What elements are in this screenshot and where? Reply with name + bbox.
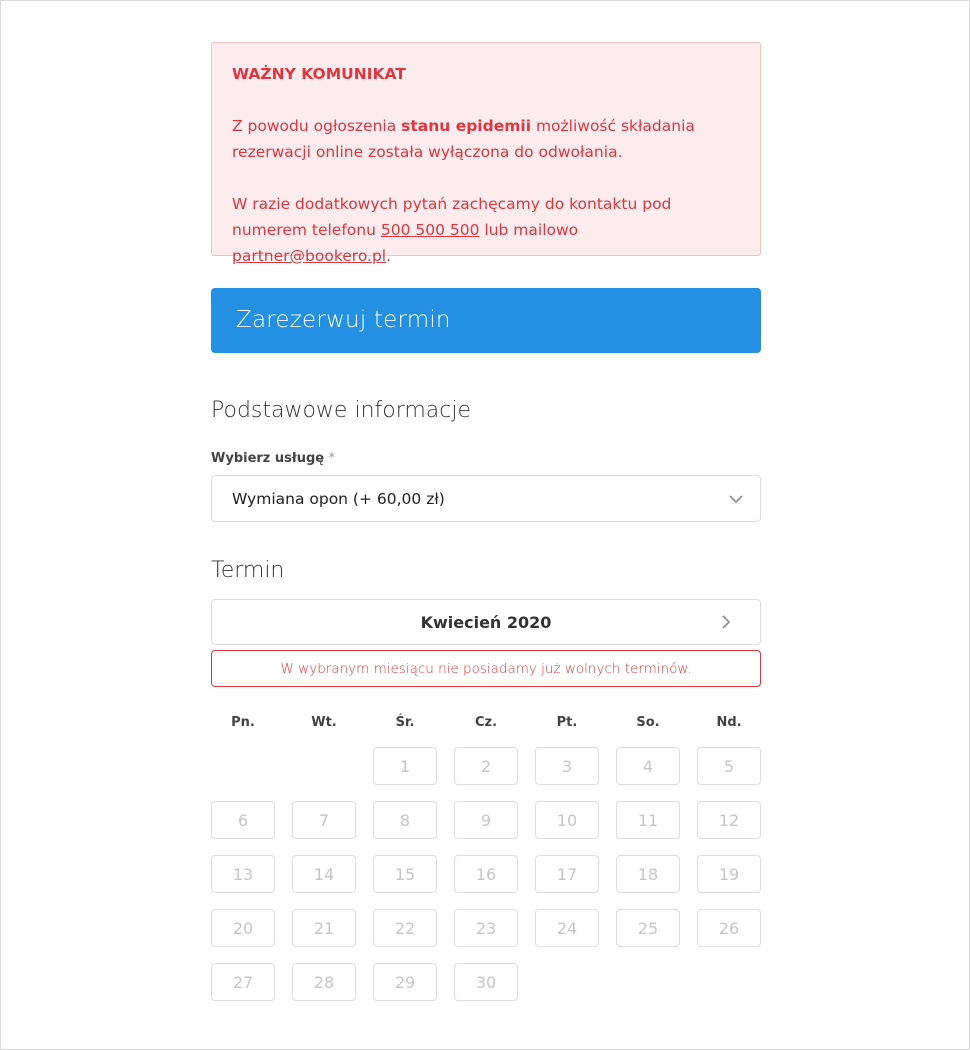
notice-text: Z powodu ogłoszenia [232,117,402,135]
weekday-label: Pt. [556,715,578,730]
calendar-day: 2 [454,747,518,785]
calendar-day: 12 [697,801,761,839]
weekday-header [211,715,761,730]
calendar-day: 18 [616,855,680,893]
calendar-day: 19 [697,855,761,893]
calendar-day: 22 [373,909,437,947]
calendar-grid [211,747,761,1001]
calendar-empty-cell [292,747,356,785]
notice-paragraph-1 [232,113,741,165]
calendar-day: 5 [697,747,761,785]
required-asterisk: * [328,451,336,466]
notice-text: W razie dodatkowych pytań zachęcamy do kontaktu pod numerem telefonu [232,195,672,239]
booking-widget [211,42,761,1001]
calendar-day: 27 [211,963,275,1001]
calendar-day: 6 [211,801,275,839]
basic-info-heading: Podstawowe informacje [211,398,472,423]
calendar-day: 16 [454,855,518,893]
notice-text: lub mailowo [479,221,579,239]
phone-link[interactable]: 500 500 500 [380,221,480,239]
booking-header: Zarezerwuj termin [211,288,761,353]
calendar-day: 20 [211,909,275,947]
service-label-text: Wybierz usługę [211,451,325,466]
chevron-down-icon [728,491,744,507]
calendar-day: 15 [373,855,437,893]
calendar-day: 14 [292,855,356,893]
notice-emphasis: stanu epidemii [401,117,532,135]
calendar-day: 3 [535,747,599,785]
calendar-empty-cell [211,747,275,785]
notice-text: . [386,247,392,265]
important-notice [211,42,761,265]
calendar-day: 4 [616,747,680,785]
calendar-day: 17 [535,855,599,893]
month-navigator [211,599,761,645]
calendar-day: 25 [616,909,680,947]
calendar-day: 10 [535,801,599,839]
calendar-day: 7 [292,801,356,839]
calendar-day: 21 [292,909,356,947]
notice-title: WAŻNY KOMUNIKAT [232,65,406,83]
calendar-day: 30 [454,963,518,1001]
calendar-day: 8 [373,801,437,839]
calendar-day: 13 [211,855,275,893]
service-label [211,451,761,466]
calendar-day: 1 [373,747,437,785]
chevron-right-icon[interactable] [718,614,734,630]
weekday-label: Wt. [311,715,337,730]
notice-text: możliwość składania rezerwacji online została wyłączona do odwołania. [232,117,695,161]
weekday-label: Pn. [231,715,255,730]
weekday-label: Cz. [474,715,498,730]
no-availability-warning: W wybranym miesiącu nie posiadamy już wolnych terminów. [211,650,761,687]
calendar-day: 29 [373,963,437,1001]
calendar-day: 24 [535,909,599,947]
weekday-label: Śr. [395,715,415,730]
calendar-day: 28 [292,963,356,1001]
service-select-value: Wymiana opon (+ 60,00 zł) [232,489,445,508]
email-link[interactable]: partner@bookero.pl [232,247,387,265]
weekday-label: Nd. [716,715,742,730]
weekday-label: So. [636,715,660,730]
calendar-day: 26 [697,909,761,947]
calendar-day: 23 [454,909,518,947]
service-select[interactable] [211,475,761,522]
calendar-day: 9 [454,801,518,839]
termin-heading: Termin [211,558,285,583]
current-month: Kwiecień 2020 [420,612,552,632]
notice-paragraph-2 [232,191,741,269]
calendar-day: 11 [616,801,680,839]
